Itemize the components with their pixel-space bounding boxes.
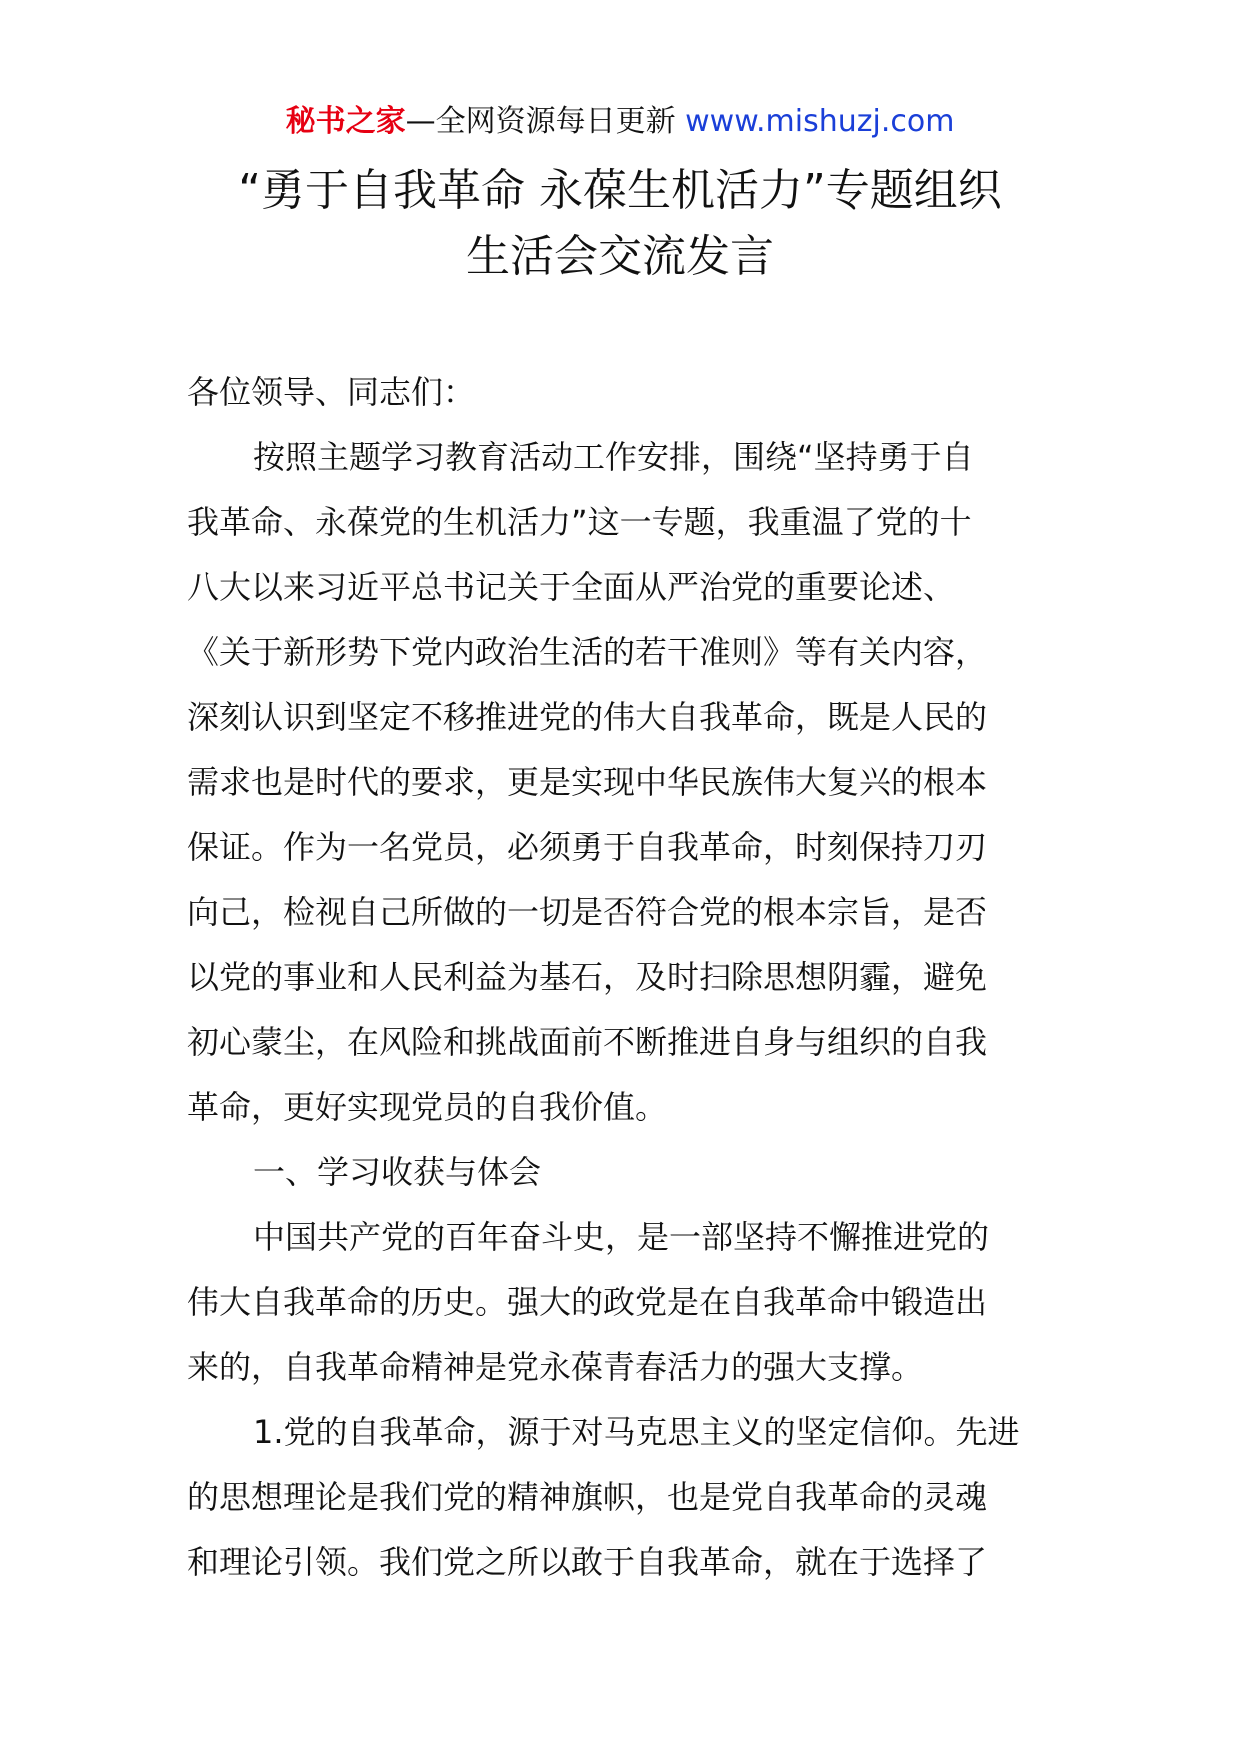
paragraph-line: 革命，更好实现党员的自我价值。: [187, 1088, 668, 1126]
site-header: [0, 100, 1240, 144]
paragraph-line: 保证。作为一名党员，必须勇于自我革命，时刻保持刀刃: [187, 828, 988, 866]
paragraph-line: 中国共产党的百年奋斗史，是一部坚持不懈推进党的: [253, 1218, 990, 1256]
paragraph-line: 以党的事业和人民利益为基石，及时扫除思想阴霾，避免: [187, 958, 988, 996]
paragraph-line: 1.党的自我革命，源于对马克思主义的坚定信仰。先进: [253, 1413, 1020, 1451]
paragraph-line: 我革命、永葆党的生机活力”这一专题，我重温了党的十: [187, 503, 972, 541]
paragraph-line: 深刻认识到坚定不移推进党的伟大自我革命，既是人民的: [187, 698, 988, 736]
document-body: [187, 360, 1067, 1595]
salutation: 各位领导、同志们：: [187, 373, 476, 411]
paragraph-line: 需求也是时代的要求，更是实现中华民族伟大复兴的根本: [187, 763, 988, 801]
paragraph-line: 八大以来习近平总书记关于全面从严治党的重要论述、: [187, 568, 956, 606]
section-heading: 一、学习收获与体会: [253, 1153, 542, 1191]
paragraph-line: 初心蒙尘，在风险和挑战面前不断推进自身与组织的自我: [187, 1023, 988, 1061]
paragraph-line: 的思想理论是我们党的精神旗帜，也是党自我革命的灵魂: [187, 1478, 988, 1516]
paragraph-line: 和理论引领。我们党之所以敢于自我革命，就在于选择了: [187, 1543, 988, 1581]
paragraph-line: 向己，检视自己所做的一切是否符合党的根本宗旨，是否: [187, 893, 988, 931]
paragraph-line: 来的，自我革命精神是党永葆青春活力的强大支撑。: [187, 1348, 924, 1386]
header-slogan: —全网资源每日更新: [405, 104, 686, 139]
paragraph-line: 《关于新形势下党内政治生活的若干准则》等有关内容，: [187, 633, 988, 671]
paragraph-line: 伟大自我革命的历史。强大的政党是在自我革命中锻造出: [187, 1283, 988, 1321]
title-line-2: 生活会交流发言: [466, 231, 774, 282]
document-title: [150, 158, 1090, 290]
title-line-1: “勇于自我革命 永葆生机活力”专题组织: [238, 165, 1002, 216]
paragraph-line: 按照主题学习教育活动工作安排，围绕“坚持勇于自: [253, 438, 974, 476]
site-url-link[interactable]: www.mishuzj.com: [685, 104, 955, 139]
brand-name: 秘书之家: [285, 104, 406, 139]
